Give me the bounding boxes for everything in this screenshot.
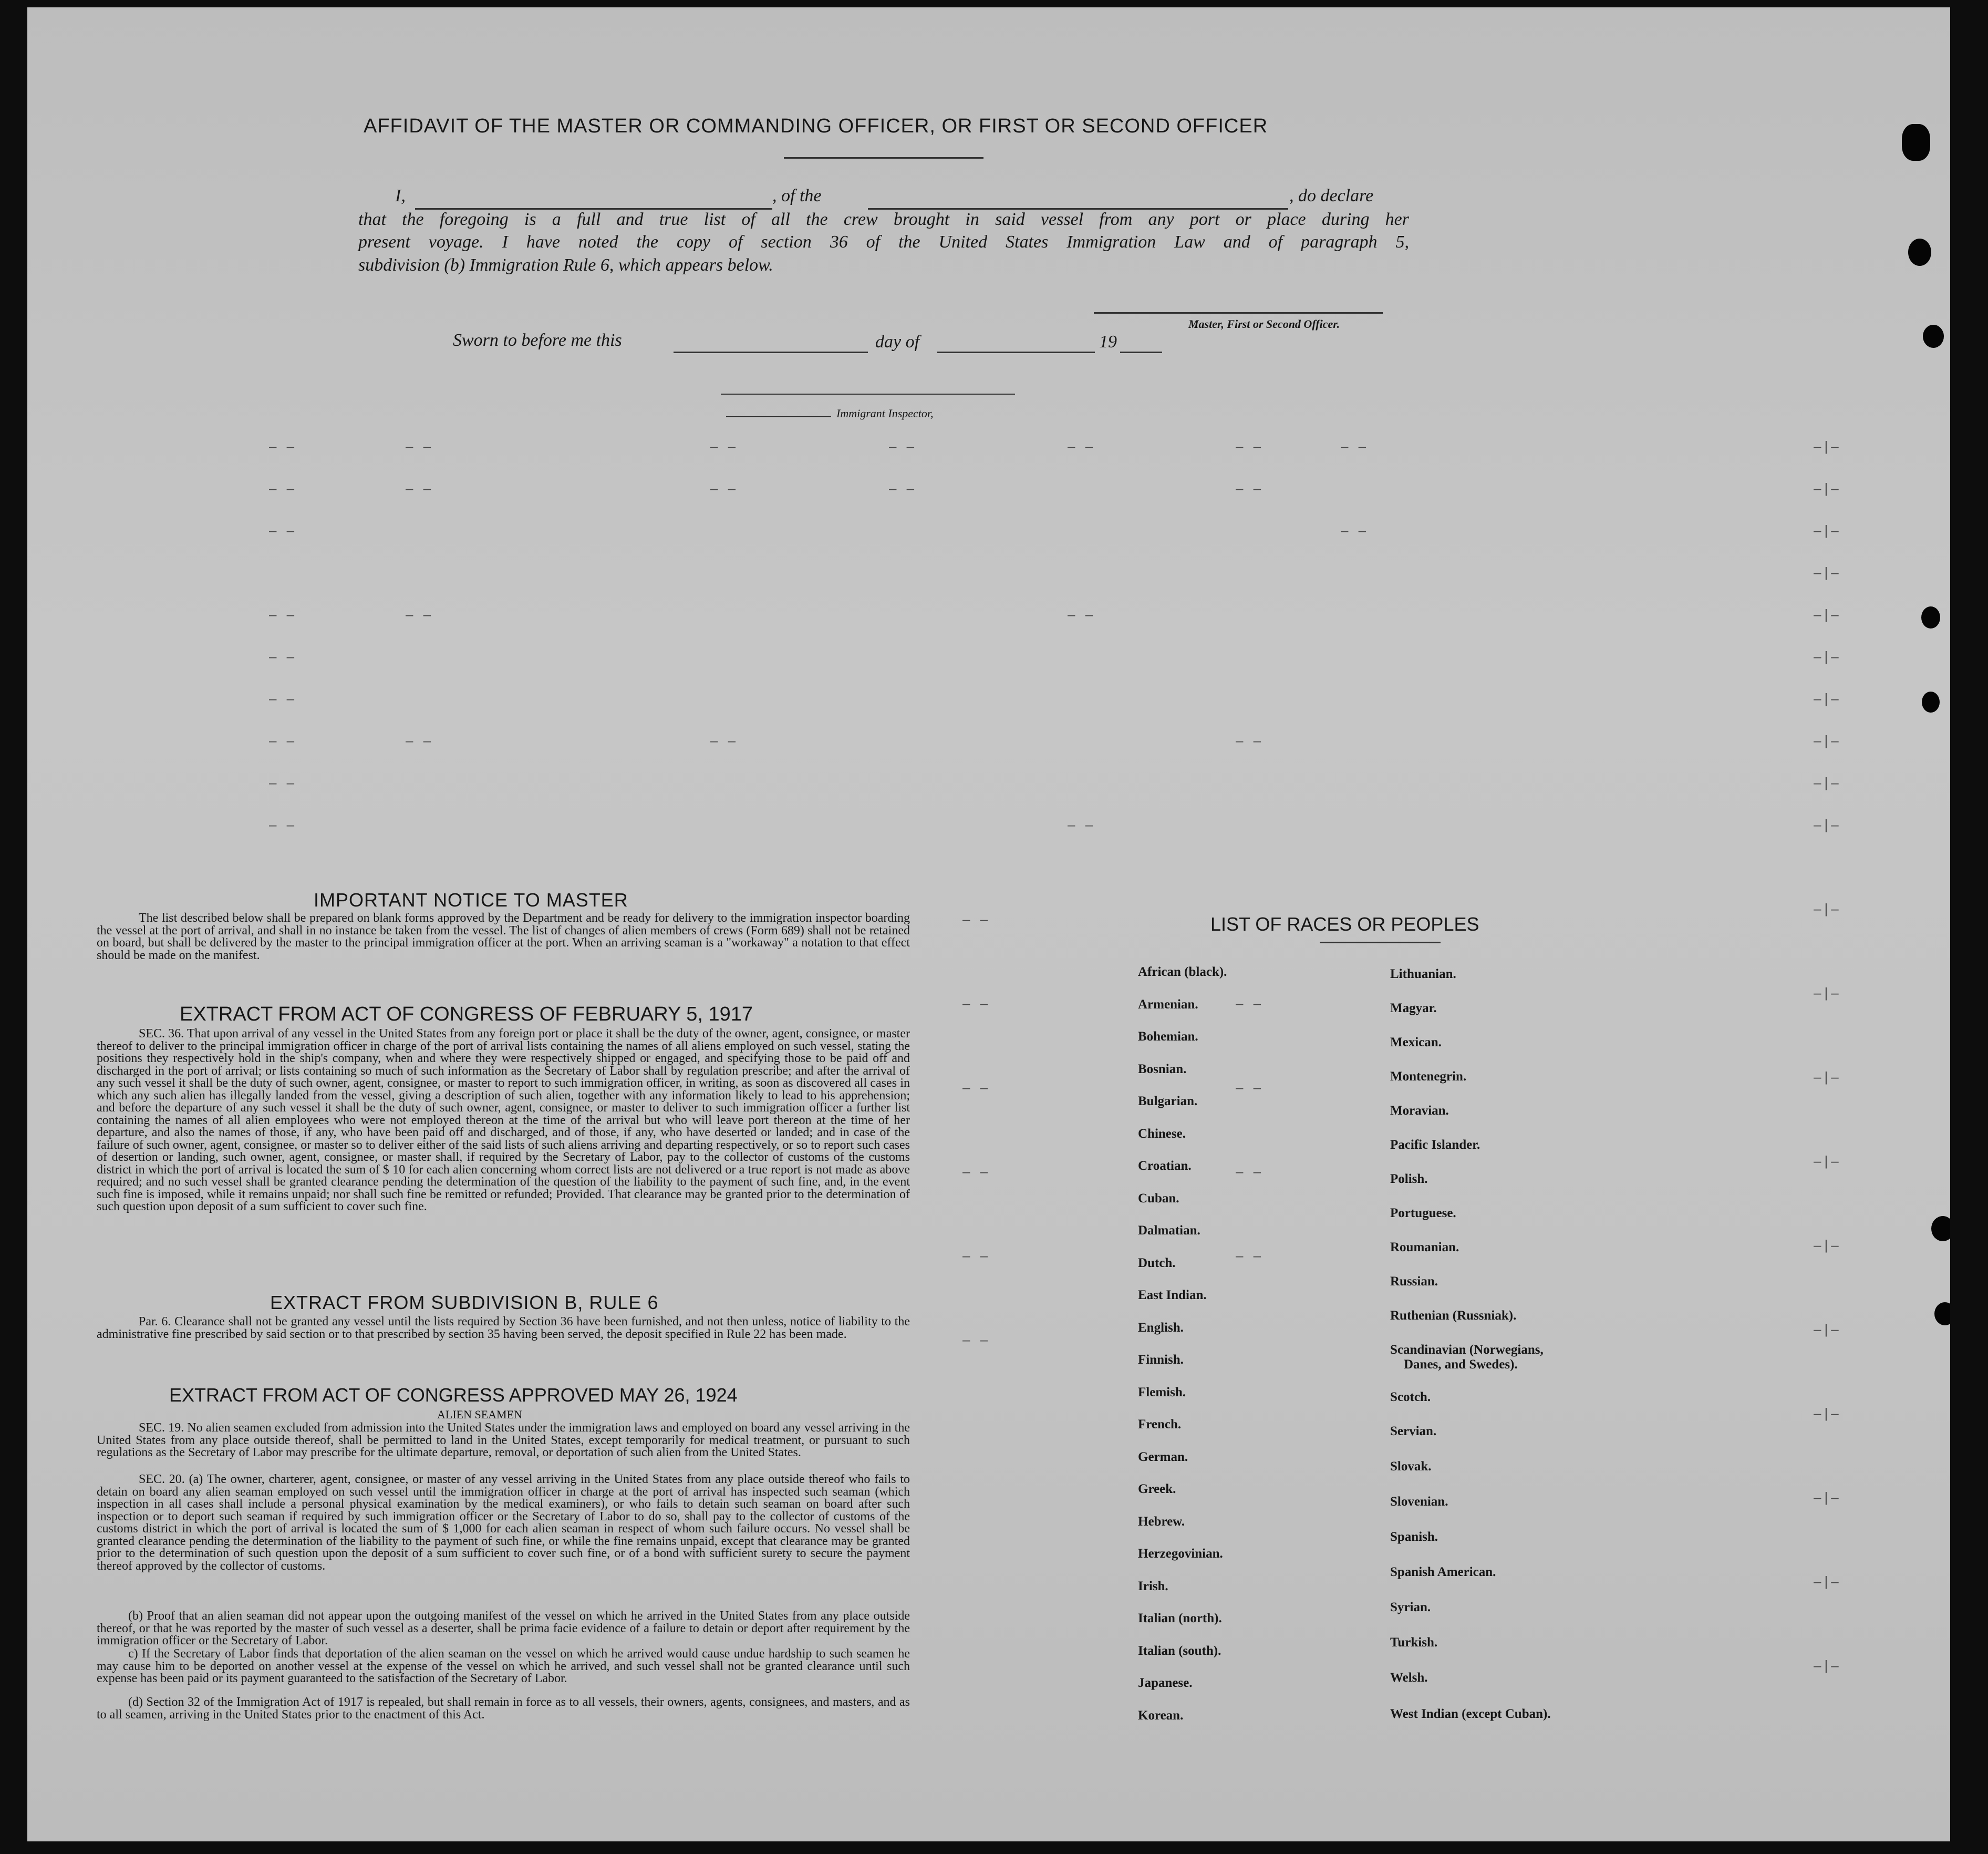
race-item: Dutch. <box>1138 1256 1176 1270</box>
races-title-underline <box>1320 942 1441 943</box>
race-item: German. <box>1138 1450 1188 1464</box>
race-item: East Indian. <box>1138 1288 1207 1302</box>
race-item: Croatian. <box>1138 1159 1192 1173</box>
manifest-page: AFFIDAVIT OF THE MASTER OR COMMANDING OFFICER, OR FIRST OR SECOND OFFICER I, , of the , do declare that the foregoing is a full and true list of all the crew brought in said vessel from any port or place during her present voyage. I have noted the copy of section 36 of the United States Immigration Law and of paragraph 5, subdivision (b) Immigration Rule 6, which appears below. Master, First or Second Officer. Sworn to before me this day of 19 Immigrant Inspector, – – – – – – – – – – – – – – – – – – – – – – – – – – – – – – – – – – – – – – – – – – – – – – – – – – – – –|– –|– –|– –|– –|– –|– –|– –|– –|– –|– –|– –|– –|– –|– –|– –|– –|– –|– –|– –|– – – – – – – – – – – – – – – – – – – – – IMPORTANT NOTICE TO MASTER The list described below shall be prepared on blank forms approved by the Department and be ready for delivery to the immigration inspector boarding the vessel at the port of arrival, and shall in no instance be taken from the vessel. The list of changes of alien members of crews (Form 689) shall not be retained on board, but shall be delivered by the master to the principal immigration officer at the port. When an arriving seaman is a "workaway" a notation to that effect should be made on the manifest. EXTRACT FROM ACT OF CONGRESS OF FEBRUARY 5, 1917 SEC. 36. That upon arrival of any vessel in the United States from any foreign port or place it shall be the duty of the owner, agent, consignee, or master thereof to deliver to the principal immigration officer in charge of the port of arrival lists containing the names of all aliens employed on such vessel, stating the positions they respectively hold in the ship's company, when and where they were respectively shipped or engaged, and specifying those to be paid off and discharged in the port of arrival; or lists containing so much of such information as the Secretary of Labor shall by regulation prescribe; and after the arrival of any such vessel it shall be the duty of such owner, agent, consignee, or master to report to such immigration officer, in writing, as soon as discovered all cases in which any such alien has illegally landed from the vessel, giving a description of such alien, together with any information likely to lead to his apprehension; and before the departure of any such vessel it shall be the duty of such owner, agent, consignee, or master to deliver to such immigration officer a further list containing the names of all alien employees who were not employed thereon at the time of the arrival but who will leave port thereon at the time of her departure, and also the names of those, if any, who have been paid off and discharged, and of those, if any, who have deserted or landed; and in case of the failure of such owner, agent, consignee, or master so to deliver either of the said lists of such aliens arriving and departing respectively, or so to report such cases of desertion or landing, such owner, agent, consignee, or master shall, if required by the Secretary of Labor, pay to the collector of customs of the customs district in which the port of arrival is located the sum of $ 10 for each alien concerning whom correct lists are not delivered or a true report is not made as above required; and no such vessel shall be granted clearance pending the determination of the question of the liability to the payment of such fine, and, in the event such fine is imposed, while it remains unpaid; nor shall such fine be remitted or refunded; Provided. That clearance may be granted prior to the determination of such question upon deposit of a sum sufficient to cover such fine. EXTRACT FROM SUBDIVISION B, RULE 6 Par. 6. Clearance shall not be granted any vessel until the lists required by Section 36 have been furnished, and not then unless, notice of liability to the administrative fine prescribed by said section or to that prescribed by section 35 having been served, the deposit specified in Rule 22 has been made. EXTRACT FROM ACT OF CONGRESS APPROVED MAY 26, 1924 ALIEN SEAMEN SEC. 19. No alien seamen excluded from admission into the United States under the immigration laws and employed on board any vessel arriving in the United States from any place outside thereof, shall be permitted to land in the United States, except temporarily for medical treatment, or pursuant to such regulations as the Secretary of Labor may prescribe for the ultimate departure, removal, or deportation of such alien from the United States. SEC. 20. (a) The owner, charterer, agent, consignee, or master of any vessel arriving in the United States from any place outside thereof who fails to detain on board any alien seaman employed on such vessel until the immigration officer in charge at the port of arrival has inspected such seaman (which inspection in all cases shall include a personal physical examination by the medical examiners), or who fails to detain such seaman on board after such inspection or to deport such seaman if required by such immigration officer or the Secretary of Labor to do so, shall pay to the collector of customs of the customs district in which the port of arrival is located the sum of $ 1,000 for each alien seaman in respect of whom such failure occurs. No vessel shall be granted clearance pending the determination of the liability to the payment of such fine, or while the fine remains unpaid, except that clearance may be granted prior to the determination of such question upon the deposit of a sum sufficient to cover such fine, or of a bond with sufficient surety to secure the payment thereof approved by the collector of customs. (b) Proof that an alien seaman did not appear upon the outgoing manifest of the vessel on which he arrived in the United States from any place outside thereof, or that he was reported by the master of such vessel as a deserter, shall be prima facie evidence of a failure to detain or deport after requirement by the immigration officer or the Secretary of Labor. c) If the Secretary of Labor finds that deportation of the alien seaman on the vessel on which he arrived would cause undue hardship to such seamen he may cause him to be deported on another vessel at the expense of the vessel on which he arrived, and such vessel shall not be granted clearance until such expense has been paid or its payment guaranteed to the satisfaction of the Secretary of Labor. (d) Section 32 of the Immigration Act of 1917 is repealed, but shall remain in force as to all vessels, their owners, agents, consignees, and masters, and as to all seamen, arriving in the United States prior to the enactment of this Act. LIST OF RACES OR PEOPLES African (black). Armenian. Bohemian. Bosnian. Bulgarian. Chinese. Croatian. Cuban. Dalmatian. Dutch. East Indian. English. Finnish. Flemish. French. German. Greek. Hebrew. Herzegovinian. Irish. Italian (north). Italian (south). Japanese. Korean. Lithuanian. Magyar. Mexican. Montenegrin. Moravian. Pacific Islander. Polish. Portuguese. Roumanian. Russian. Ruthenian (Russniak). Scandinavian (Norwegians, Danes, and Swedes). Scotch. Servian. Slovak. Slovenian. Spanish. Spanish American. Syrian. Turkish. Welsh. West Indian (except Cuban). <box>27 7 1950 1841</box>
extract-1924-sec20a: SEC. 20. (a) The owner, charterer, agent, consignee, or master of any vessel arriving in the United States from any place outside thereof who fails to detain on board any alien seaman employed on such vessel until the immigration officer in charge at the port of arrival has inspected such seaman (which inspection in all cases shall include a personal physical examination by the medical examiners), or who fails to detain such seaman on board after such inspection or to deport such seaman if required by such immigration officer or the Secretary of Labor to do so, shall pay to the collector of customs of the customs district in which the port of arrival is located the sum of $ 1,000 for each alien seaman in respect of whom such failure occurs. No vessel shall be granted clearance pending the determination of the liability to the payment of such fine, or while the fine remains unpaid, except that clearance may be granted prior to the determination of such question upon the deposit of a sum sufficient to cover such fine, or of a bond with sufficient surety to secure the payment thereof approved by the collector of customs. <box>97 1472 910 1573</box>
race-item: Mexican. <box>1390 1035 1442 1049</box>
race-item: Cuban. <box>1138 1191 1179 1206</box>
inspector-line <box>721 394 1015 395</box>
races-title: LIST OF RACES OR PEOPLES <box>1210 913 1479 935</box>
extract-rule6-text: Par. 6. Clearance shall not be granted any vessel until the lists required by Section 36 have been furnished, and not then unless, notice of liability to the administrative fine prescribed by said section or to that prescribed by section 35 having been served, the deposit specified in Rule 22 has been made. <box>97 1315 910 1341</box>
day-of-label: day of <box>875 332 920 352</box>
sworn-label: Sworn to before me this <box>453 331 622 350</box>
punch-hole <box>1902 124 1930 161</box>
race-item: Scandinavian (Norwegians, <box>1390 1343 1544 1357</box>
sworn-day-line <box>674 352 868 353</box>
race-item: Pacific Islander. <box>1390 1138 1480 1152</box>
affidavit-line-2: present voyage. I have noted the copy of section 36 of the United States Immigration Law and of paragraph 5, <box>358 232 1409 252</box>
punch-hole <box>1921 606 1940 629</box>
race-item: Bosnian. <box>1138 1062 1187 1076</box>
signature-label: Master, First or Second Officer. <box>1188 317 1340 331</box>
race-item: Welsh. <box>1390 1671 1428 1685</box>
extract-1924-sec20c: c) If the Secretary of Labor finds that deportation of the alien seaman on the vessel on which he arrived would cause undue hardship to such seamen he may cause him to be deported on another vessel at the expense of the vessel on which he arrived, and such vessel shall not be granted clearance until such expense has been paid or its payment guaranteed to the satisfaction of the Secretary of Labor. <box>97 1647 910 1685</box>
race-item: Italian (south). <box>1138 1644 1221 1658</box>
title-underline <box>784 157 983 159</box>
race-item: Dalmatian. <box>1138 1223 1200 1238</box>
extract-rule6-title: EXTRACT FROM SUBDIVISION B, RULE 6 <box>270 1292 659 1313</box>
race-item: Moravian. <box>1390 1104 1449 1118</box>
notice-text: The list described below shall be prepared on blank forms approved by the Department and be ready for delivery to the immigration inspector boarding the vessel at the port of arrival, and shall in no instance be taken from the vessel. The list of changes of alien members of crews (Form 689) shall not be retained on board, but shall be delivered by the master to the principal immigration officer at the port. When an arriving seaman is a "workaway" a notation to that effect should be made on the manifest. <box>97 911 910 962</box>
race-item: Greek. <box>1138 1482 1176 1496</box>
race-item: Bohemian. <box>1138 1029 1198 1044</box>
affidavit-line-3: subdivision (b) Immigration Rule 6, which appears below. <box>358 255 773 275</box>
race-item: Chinese. <box>1138 1127 1186 1141</box>
do-declare-label: , do declare <box>1289 186 1374 205</box>
race-item: Scotch. <box>1390 1390 1431 1404</box>
punch-hole <box>1934 1302 1950 1325</box>
race-item: Polish. <box>1390 1172 1428 1186</box>
race-item: Russian. <box>1390 1274 1438 1289</box>
punch-hole <box>1931 1216 1950 1241</box>
race-item: African (black). <box>1138 965 1227 979</box>
race-item: Armenian. <box>1138 997 1198 1012</box>
affidavit-line-1: that the foregoing is a full and true list of all the crew brought in said vessel from any port or place during her <box>358 210 1409 229</box>
punch-hole <box>1922 692 1940 713</box>
declarant-label: I, <box>395 186 406 205</box>
extract-1924-subtitle: ALIEN SEAMEN <box>437 1408 522 1421</box>
notice-title: IMPORTANT NOTICE TO MASTER <box>314 889 628 911</box>
race-item: Finnish. <box>1138 1353 1184 1367</box>
race-item: West Indian (except Cuban). <box>1390 1707 1551 1721</box>
signature-line <box>1094 312 1383 314</box>
extract-1924-title: EXTRACT FROM ACT OF CONGRESS APPROVED MAY 26, 1924 <box>169 1384 738 1406</box>
race-item: French. <box>1138 1417 1182 1431</box>
sworn-year-line <box>1120 352 1162 353</box>
race-item: Roumanian. <box>1390 1240 1459 1254</box>
race-item: Montenegrin. <box>1390 1069 1467 1084</box>
race-item: Spanish American. <box>1390 1565 1496 1579</box>
race-item: Portuguese. <box>1390 1206 1456 1220</box>
race-item: Italian (north). <box>1138 1611 1222 1625</box>
affidavit-title: AFFIDAVIT OF THE MASTER OR COMMANDING OFFICER, OR FIRST OR SECOND OFFICER <box>364 115 1268 137</box>
punch-hole <box>1923 325 1944 348</box>
race-item: English. <box>1138 1321 1184 1335</box>
race-item: Korean. <box>1138 1708 1184 1723</box>
race-item: Slovenian. <box>1390 1495 1448 1509</box>
race-item: Syrian. <box>1390 1600 1431 1614</box>
inspector-label: Immigrant Inspector, <box>836 407 934 420</box>
race-item: Danes, and Swedes). <box>1404 1357 1518 1372</box>
race-item: Lithuanian. <box>1390 967 1456 981</box>
of-the-label: , of the <box>772 186 822 205</box>
punch-hole <box>1908 239 1931 266</box>
race-item: Slovak. <box>1390 1459 1432 1474</box>
extract-1924-sec20b: (b) Proof that an alien seaman did not appear upon the outgoing manifest of the vessel on which he arrived in the United States from any place outside thereof, or that he was reported by the master of such vessel as a deserter, shall be prima facie evidence of a failure to detain or deport after requirement by the immigration officer or the Secretary of Labor. <box>97 1609 910 1647</box>
extract-1924-sec19: SEC. 19. No alien seamen excluded from admission into the United States under the immigration laws and employed on board any vessel arriving in the United States from any place outside thereof, shall be permitted to land in the United States, except temporarily for medical treatment, or pursuant to such regulations as the Secretary of Labor may prescribe for the ultimate departure, removal, or deportation of such alien from the United States. <box>97 1421 910 1459</box>
race-item: Ruthenian (Russniak). <box>1390 1309 1517 1323</box>
sworn-month-line <box>937 352 1095 353</box>
race-item: Herzegovinian. <box>1138 1547 1223 1561</box>
extract-1917-title: EXTRACT FROM ACT OF CONGRESS OF FEBRUARY 5, 1917 <box>180 1003 753 1025</box>
extract-1924-sec20d: (d) Section 32 of the Immigration Act of 1917 is repealed, but shall remain in force as to all vessels, their owners, agents, consignees, and masters, and as to all seamen, arriving in the United States prior to the enactment of this Act. <box>97 1695 910 1722</box>
race-item: Spanish. <box>1390 1530 1438 1544</box>
race-item: Magyar. <box>1390 1001 1437 1015</box>
race-item: Flemish. <box>1138 1385 1186 1399</box>
race-item: Servian. <box>1390 1424 1437 1438</box>
extract-1917-text: SEC. 36. That upon arrival of any vessel in the United States from any foreign port or place it shall be the duty of the owner, agent, consignee, or master thereof to deliver to the principal immigration officer in charge of the port of arrival lists containing the names of all aliens employed on such vessel, stating the positions they respectively hold in the ship's company, when and where they were respectively shipped or engaged, and specifying those to be paid off and discharged in the port of arrival; or lists containing so much of such information as the Secretary of Labor shall by regulation prescribe; and after the arrival of any such vessel it shall be the duty of such owner, agent, consignee, or master to report to such immigration officer, in writing, as soon as discovered all cases in which any such alien has illegally landed from the vessel, giving a description of such alien, together with any information likely to lead to his apprehension; and before the departure of any such vessel it shall be the duty of such owner, agent, consignee, or master to deliver to such immigration officer a further list containing the names of all alien employees who were not employed thereon at the time of the arrival but who will leave port thereon at the time of her departure, and also the names of those, if any, who have been paid off and discharged, and of those, if any, who have deserted or landed; and in case of the failure of such owner, agent, consignee, or master so to deliver either of the said lists of such aliens arriving and departing respectively, or so to report such cases of desertion or landing, such owner, agent, consignee, or master shall, if required by the Secretary of Labor, pay to the collector of customs of the customs district in which the port of arrival is located the sum of $ 10 for each alien concerning whom correct lists are not delivered or a true report is not made as above required; and no such vessel shall be granted clearance pending the determination of the question of the liability to the payment of such fine, and, in the event such fine is imposed, while it remains unpaid; nor shall such fine be remitted or refunded; Provided. That clearance may be granted prior to the determination of such question upon deposit of a sum sufficient to cover such fine. <box>97 1027 910 1213</box>
race-item: Bulgarian. <box>1138 1094 1198 1108</box>
year-prefix: 19 <box>1099 332 1117 352</box>
race-item: Japanese. <box>1138 1676 1193 1690</box>
race-item: Irish. <box>1138 1579 1168 1593</box>
race-item: Turkish. <box>1390 1635 1438 1650</box>
race-item: Hebrew. <box>1138 1515 1185 1529</box>
inspector-line-lower <box>726 416 831 417</box>
